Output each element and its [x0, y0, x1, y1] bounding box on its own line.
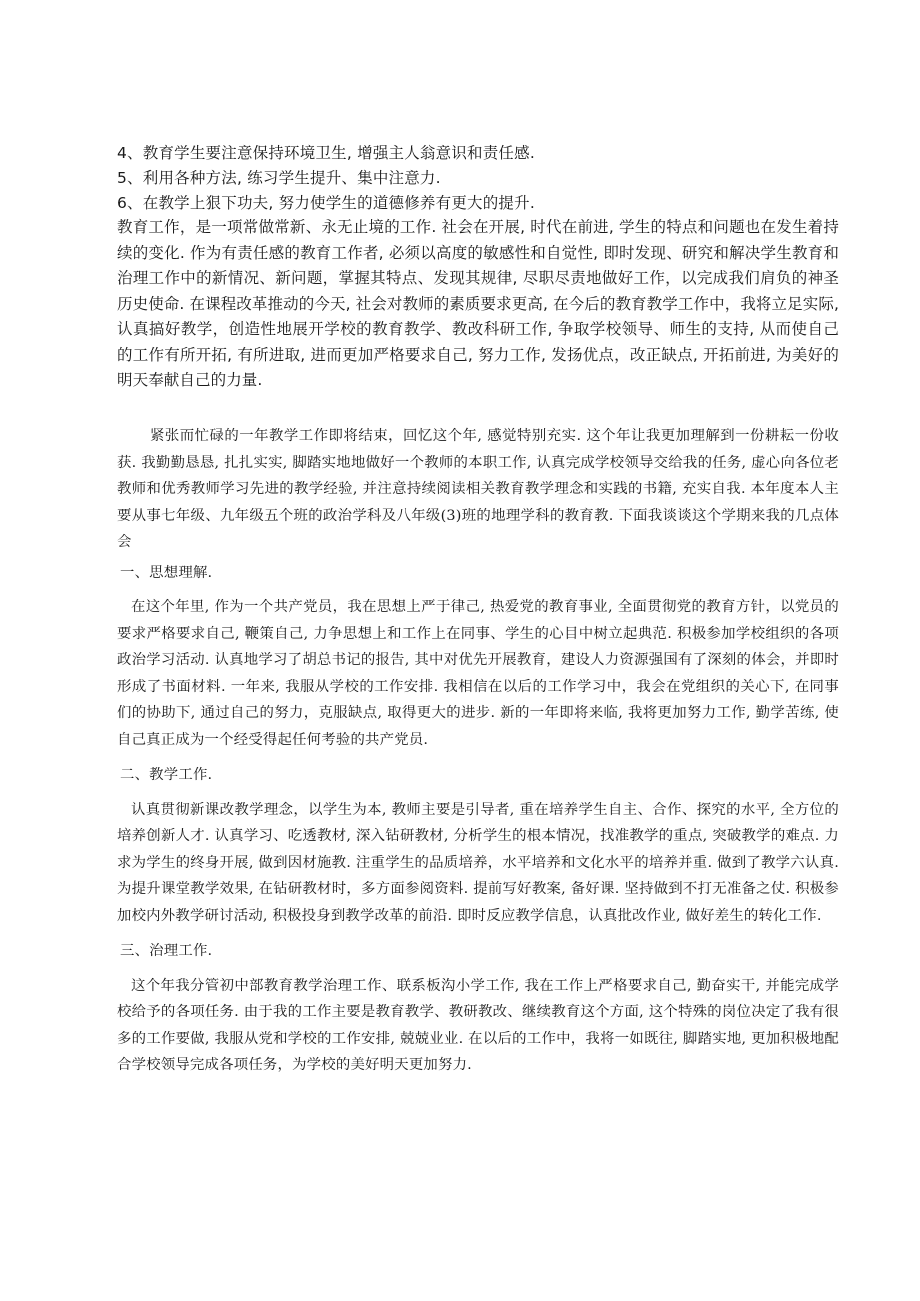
section-body-thought: 在这个年里, 作为一个共产党员，我在思想上严于律己, 热爱党的教育事业, 全面贯彻党的教育方针，以党员的要求严格要求自己, 鞭策自己, 力争思想上和工作上在同事、学生的心目中树立起典范. 积极参加学校组织的各项政治学习活动. 认真地学习了胡总书记的报告, 其中对优先开展教育，建设人力资源强国有了深刻的体会，并即时形成了书面材料. 一年来, 我服从学校的工作安排. 我相信在以后的工作学习中，我会在党组织的关心下, 在同事们的协助下, 通过自己的努力，克服缺点, 取得更大的进步. 新的一年即将来临, 我将更加努力工作, 勤学苦练, 使自己真正成为一个经受得起任何考验的共产党员. [117, 599, 839, 748]
section-body-management: 这个年我分管初中部教育教学治理工作、联系板沟小学工作, 我在工作上严格要求自己, 勤奋实干, 并能完成学校给予的各项任务. 由于我的工作主要是教育教学、教研教改、继续教育这个方面, 这个特殊的岗位决定了我有很多的工作要做, 我服从党和学校的工作安排, 兢兢业业. 在以后的工作中，我将一如既往, 脚踏实地, 更加积极地配合学校领导完成各项任务，为学校的美好明天更加努力. [117, 977, 839, 1073]
section-body-teaching: 认真贯彻新课改教学理念，以学生为本, 教师主要是引导者, 重在培养学生自主、合作、探究的水平, 全方位的培养创新人才. 认真学习、吃透教材, 深入钻研教材, 分析学生的根本情况，找准教学的重点, 突破教学的难点. 力求为学生的终身开展, 做到因材施教. 注重学生的品质培养，水平培养和文化水平的培养并重. 做到了教学六认真. 为提升课堂教学效果, 在钻研教材时，多方面参阅资料. 提前写好教案, 备好课. 坚持做到不打无准备之仗. 积极参加校内外教学研讨活动, 积极投身到教学改革的前沿. 即时反应教学信息，认真批改作业, 做好差生的转化工作. [117, 801, 839, 924]
numbered-list [117, 141, 837, 216]
summary-essay [117, 423, 839, 1088]
list-item-5: 5、利用各种方法, 练习学生提升、集中注意力. [117, 169, 441, 187]
list-item-4: 4、教育学生要注意保持环境卫生, 增强主人翁意识和责任感. [117, 144, 535, 162]
intro-paragraph: 紧张而忙碌的一年教学工作即将结束，回忆这个年, 感觉特别充实. 这个年让我更加理解到一份耕耘一份收获. 我勤勤恳恳, 扎扎实实, 脚踏实地地做好一个教师的本职工作, 认真完成学校领导交给我的任务, 虚心向各位老教师和优秀教师学习先进的教学经验, 并注意持续阅读相关教育教学理念和实践的书籍, 充实自我. 本年度本人主要从事七年级、九年级五个班的政治学科及八年级(3)班的地理学科的教育教. 下面我谈谈这个学期来我的几点体会 [117, 428, 839, 550]
list-item-6: 6、在教学上狠下功夫, 努力使学生的道德修养有更大的提升. [117, 194, 535, 212]
section-heading-teaching: 二、教学工作. [120, 767, 213, 783]
section-heading-thought: 一、思想理解. [120, 564, 213, 581]
section-heading-management: 三、治理工作. [120, 943, 213, 959]
education-work-paragraph: 教育工作，是一项常做常新、永无止境的工作. 社会在开展, 时代在前进, 学生的特点和问题也在发生着持续的变化. 作为有责任感的教育工作者, 必须以高度的敏感性和自觉性, 即时发现、研究和解决学生教育和治理工作中的新情况、新问题，掌握其特点、发现其规律, 尽职尽责地做好工作，以完成我们肩负的神圣历史使命. 在课程改革推动的今天, 社会对教师的素质要求更高, 在今后的教育教学工作中，我将立足实际, 认真搞好教学，创造性地展开学校的教育教学、教改科研工作, 争取学校领导、师生的支持, 从而使自己的工作有所开拓, 有所进取, 进而更加严格要求自己, 努力工作, 发扬优点，改正缺点, 开拓前进, 为美好的明天奉献自己的力量. [117, 218, 839, 389]
